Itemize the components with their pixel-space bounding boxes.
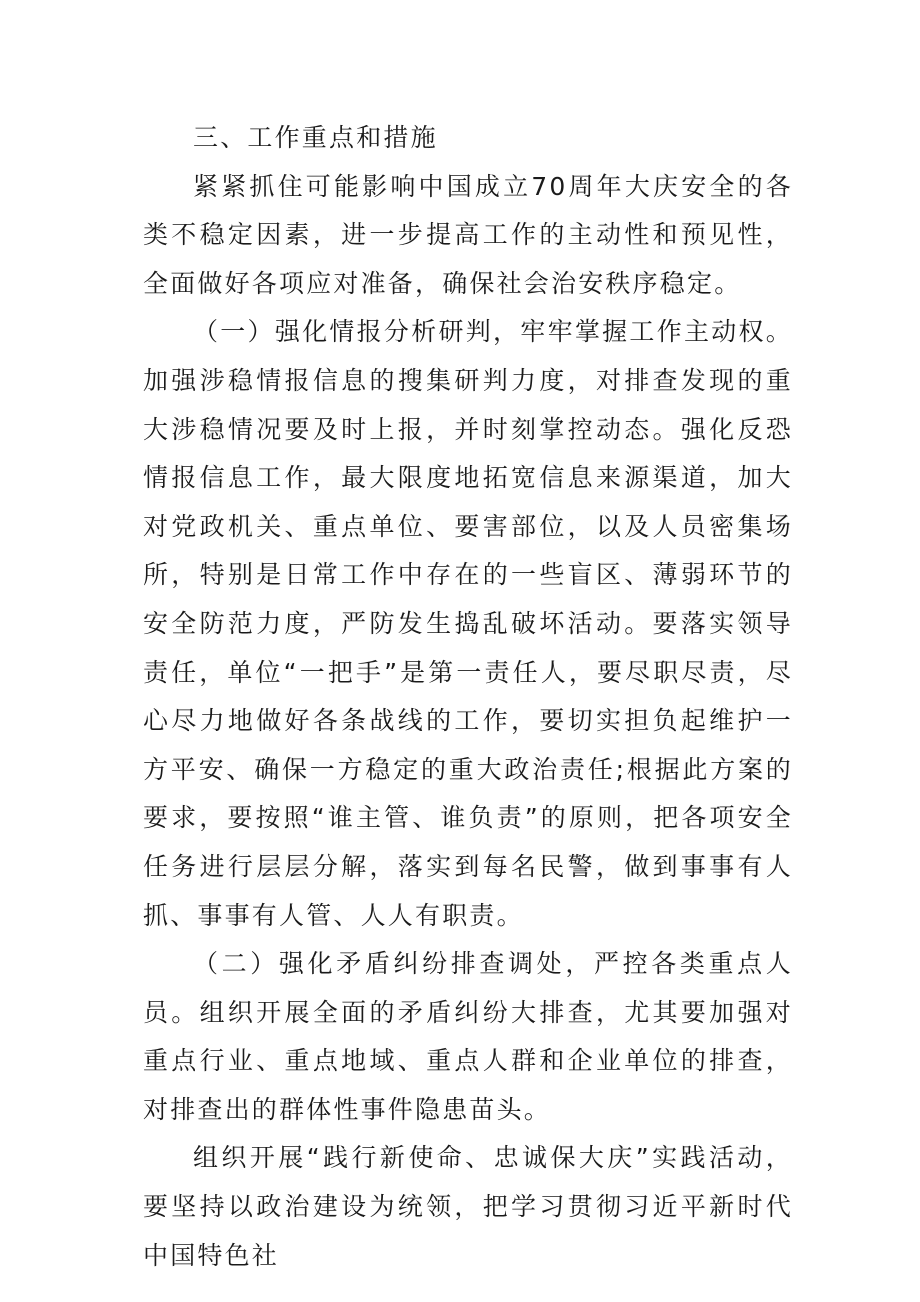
paragraph-practice-activity: 组织开展“践行新使命、忠诚保大庆”实践活动，要坚持以政治建设为统领，把学习贯彻习近平新时代中国特色社 xyxy=(143,1143,793,1270)
section-heading: 三、工作重点和措施 xyxy=(193,123,438,152)
paragraph-intro: 紧紧抓住可能影响中国成立70周年大庆安全的各类不稳定因素，进一步提高工作的主动性和预见性，全面做好各项应对准备，确保社会治安秩序稳定。 xyxy=(143,171,793,298)
paragraph-intelligence: （一）强化情报分析研判，牢牢掌握工作主动权。加强涉稳情报信息的搜集研判力度，对排查发现的重大涉稳情况要及时上报，并时刻掌控动态。强化反恐情报信息工作，最大限度地拓宽信息来源渠道，加大对党政机关、重点单位、要害部位，以及人员密集场所，特别是日常工作中存在的一些盲区、薄弱环节的安全防范力度，严防发生捣乱破坏活动。要落实领导责任，单位“一把手”是第一责任人，要尽职尽责，尽心尽力地做好各条战线的工作，要切实担负起维护一方平安、确保一方稳定的重大政治责任;根据此方案的要求，要按照“谁主管、谁负责”的原则，把各项安全任务进行层层分解，落实到每名民警，做到事事有人抓、事事有人管、人人有职责。 xyxy=(143,317,793,930)
paragraph-disputes: （二）强化矛盾纠纷排查调处，严控各类重点人员。组织开展全面的矛盾纠纷大排查，尤其要加强对重点行业、重点地域、重点人群和企业单位的排查，对排查出的群体性事件隐患苗头。 xyxy=(143,949,793,1124)
document-body xyxy=(143,114,793,1280)
